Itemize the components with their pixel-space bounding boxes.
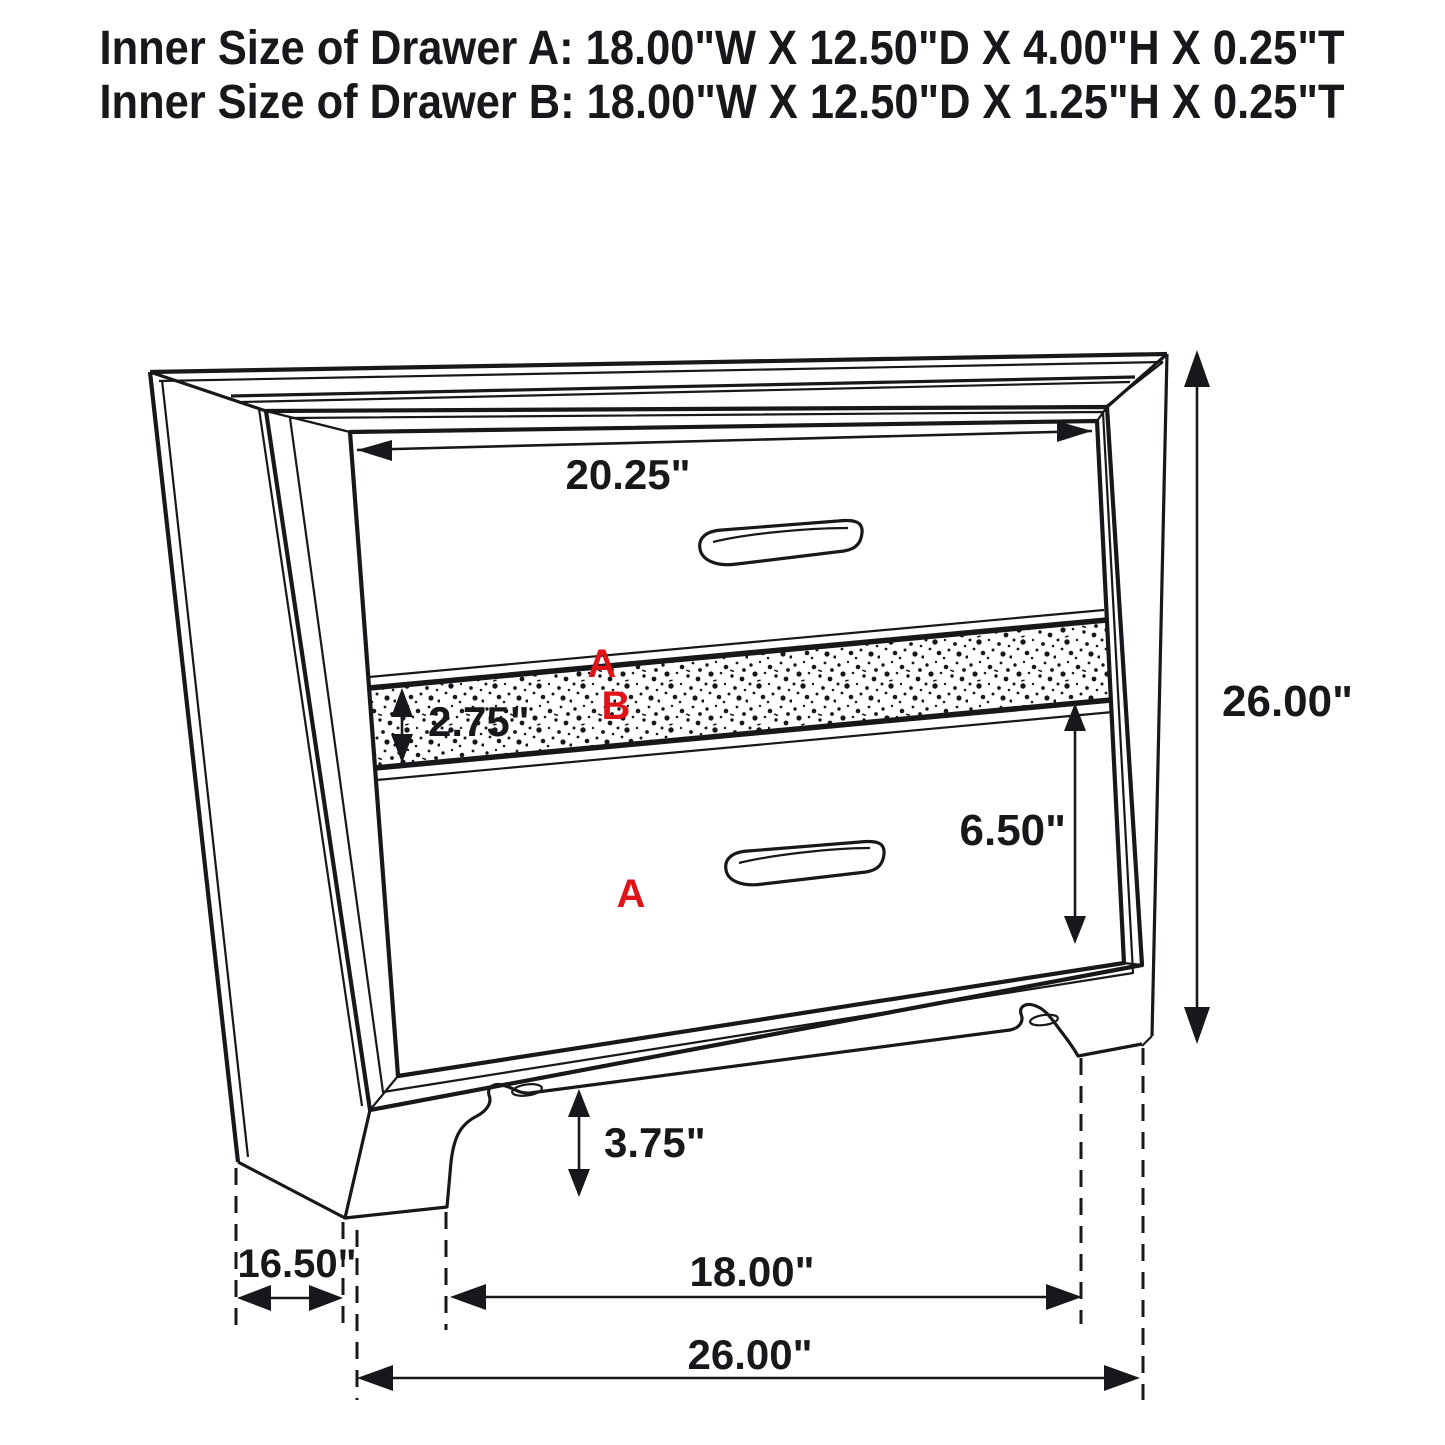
dim-overall-height xyxy=(1184,350,1353,1044)
dim-drawer-a-height-label: 6.50" xyxy=(959,806,1066,855)
drawer-a-top-label: A xyxy=(587,642,617,686)
arrowhead-left-icon xyxy=(357,440,392,461)
dim-drawer-a-height xyxy=(960,703,1087,944)
arrowhead-down-icon xyxy=(568,1169,590,1197)
drawer-b-band xyxy=(369,610,1113,780)
frame-left-edge-parallel xyxy=(259,409,362,1106)
dim-side-depth-label: 16.50" xyxy=(237,1242,357,1286)
dim-leg-height-label: 3.75" xyxy=(604,1119,706,1166)
dim-inner-width xyxy=(450,1248,1082,1310)
right-side-outer-edge xyxy=(1152,354,1167,1036)
title-line-2: Inner Size of Drawer B: 18.00"W X 12.50"D X 1.25"H X 0.25"T xyxy=(99,76,1345,129)
dim-side-depth xyxy=(237,1242,357,1311)
dim-overall-width xyxy=(357,1331,1140,1391)
frame-corner-tl xyxy=(266,411,350,432)
arrowhead-left-icon xyxy=(357,1365,393,1391)
arrowhead-right-icon xyxy=(1057,421,1092,442)
right-side-bottom-edge xyxy=(1142,1036,1152,1046)
top-left-corner-edge xyxy=(150,372,266,411)
left-side-inner-edge xyxy=(162,380,248,1157)
top-right-corner-edge-inner xyxy=(1104,362,1163,408)
dim-opening-width-label: 20.25" xyxy=(565,451,691,498)
dim-drawer-b-height-label: 2.75" xyxy=(428,698,530,745)
top-back-edge xyxy=(150,354,1167,372)
drawer-b-label: B xyxy=(601,684,631,728)
left-side-outer-edge xyxy=(150,372,238,1162)
frame-corner-br xyxy=(1124,963,1142,965)
title-line-1: Inner Size of Drawer A: 18.00"W X 12.50"D X 4.00"H X 0.25"T xyxy=(99,22,1345,75)
arrowhead-left-icon xyxy=(450,1284,486,1310)
dim-leg-height xyxy=(568,1089,706,1197)
dim-opening-width xyxy=(357,421,1092,498)
drawer-a-bottom-label: A xyxy=(616,872,646,916)
arrowhead-up-icon xyxy=(568,1089,590,1117)
dim-line xyxy=(357,431,1092,450)
left-side-bottom-edge xyxy=(238,1162,345,1218)
arrowhead-left-icon xyxy=(237,1285,271,1311)
arrowhead-up-icon xyxy=(1184,350,1210,387)
dim-overall-width-label: 26.00" xyxy=(687,1331,813,1378)
dim-inner-width-label: 18.00" xyxy=(689,1248,815,1295)
arrowhead-down-icon xyxy=(1184,1007,1210,1044)
apron-and-feet xyxy=(345,1004,1142,1218)
dim-overall-height-label: 26.00" xyxy=(1222,677,1353,726)
arrowhead-right-icon xyxy=(309,1285,343,1311)
arrowhead-right-icon xyxy=(1104,1365,1140,1391)
arrowhead-right-icon xyxy=(1046,1284,1082,1310)
arrowhead-down-icon xyxy=(1064,916,1086,944)
